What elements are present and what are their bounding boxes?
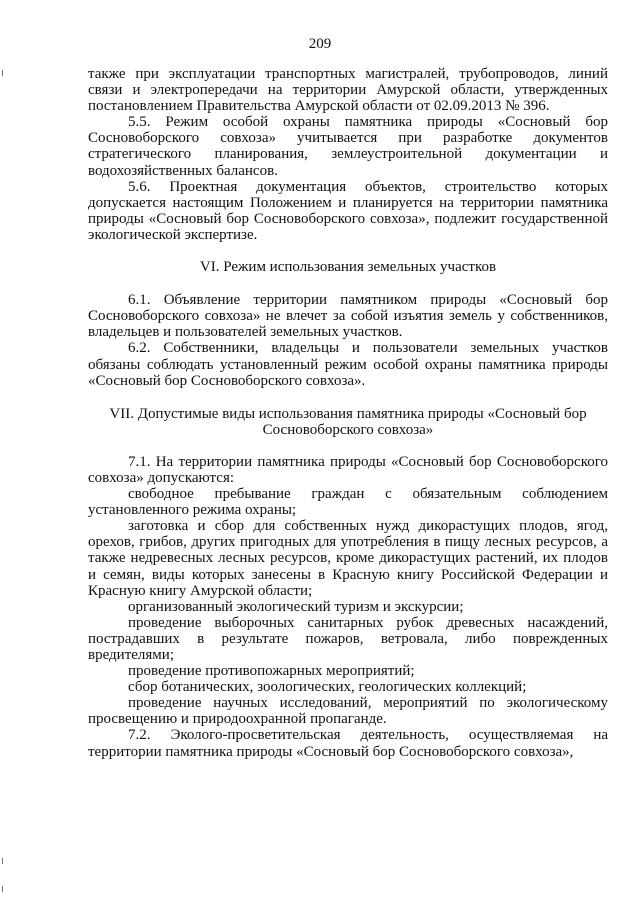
paragraph-continuation: также при эксплуатации транспортных магистралей, трубопроводов, линий связи и электропередачи на территории Амурской области, утвержденных постановлением Правительства Амурской области от 02.09.2013 № 396. — [88, 66, 608, 115]
section-heading-vi: VI. Режим использования земельных участков — [199, 259, 497, 276]
list-item-free-stay: свободное пребывание граждан с обязательным соблюдением установленного режима охраны; — [88, 486, 608, 519]
scan-mark — [2, 858, 3, 864]
page-number: 209 — [308, 36, 332, 52]
section-heading-vii: VII. Допустимые виды использования памятника природы «Сосновый бор Сосновоборского совхоза» — [109, 405, 587, 438]
list-item-sanitary-felling: проведение выборочных санитарных рубок древесных насаждений, пострадавших в результате пожаров, ветровала, либо поврежденных вредителями; — [88, 614, 608, 663]
list-item-fire-prevention: проведение противопожарных мероприятий; — [128, 663, 415, 680]
paragraph-6-1: 6.1. Объявление территории памятником природы «Сосновый бор Сосновоборского совхоза» не влечет за собой изъятия земель у собственников, владельцев и пользователей земельных участков. — [88, 292, 608, 341]
paragraph-5-6: 5.6. Проектная документация объектов, строительство которых допускается настоящим Положением и планируется на территории памятника природы «Сосновый бор Сосновоборского совхоза», подлежит государственной экологической экспертизе. — [88, 178, 608, 243]
list-item-ecotourism: организованный экологический туризм и экскурсии; — [128, 598, 464, 615]
scan-mark — [2, 886, 3, 892]
paragraph-7-2: 7.2. Эколого-просветительская деятельность, осуществляемая на территории памятника природы «Сосновый бор Сосновоборского совхоза», — [88, 727, 608, 760]
list-item-research: проведение научных исследований, мероприятий по экологическому просвещению и природоохранной пропаганде. — [88, 695, 608, 728]
list-item-collections: сбор ботанических, зоологических, геологических коллекций; — [128, 679, 527, 696]
scan-mark — [2, 70, 3, 76]
paragraph-6-2: 6.2. Собственники, владельцы и пользователи земельных участков обязаны соблюдать установленный режим особой охраны памятника природы «Сосновый бор Сосновоборского совхоза». — [88, 340, 608, 389]
document-body — [88, 66, 608, 760]
paragraph-7-1: 7.1. На территории памятника природы «Сосновый бор Сосновоборского совхоза» допускаются: — [88, 453, 608, 486]
list-item-harvesting: заготовка и сбор для собственных нужд дикорастущих плодов, ягод, орехов, грибов, других пригодных для употребления в пищу лесных ресурсов, а также недревесных лесных ресурсов, кроме дикорастущих растений, их плодов и семян, виды которых занесены в Красную книгу Российской Федерации и Красную книгу Амурской области; — [88, 518, 608, 599]
paragraph-5-5: 5.5. Режим особой охраны памятника природы «Сосновый бор Сосновоборского совхоза» учитывается при разработке документов стратегического планирования, землеустроительной документации и водохозяйственных балансов. — [88, 114, 608, 179]
